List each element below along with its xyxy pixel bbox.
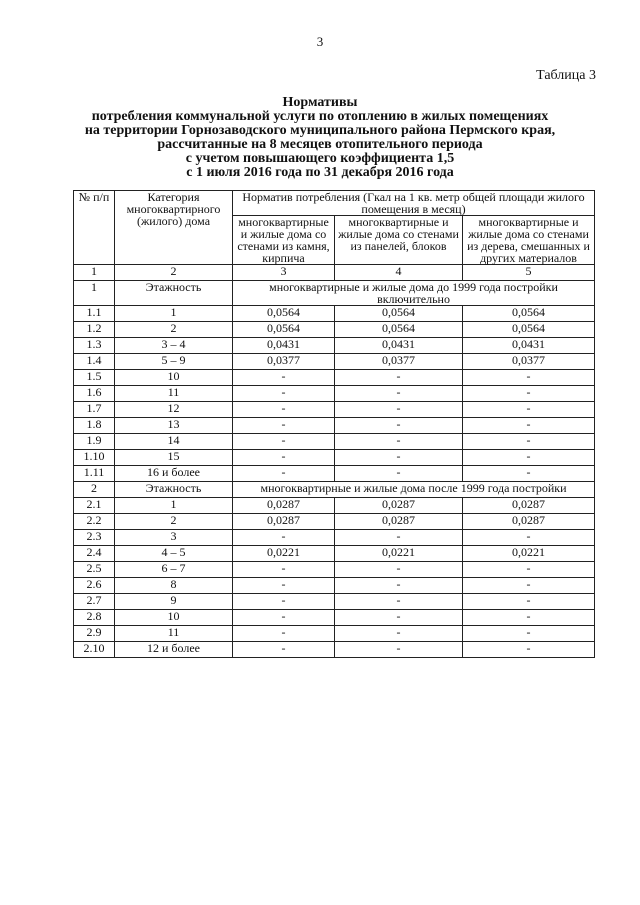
row-value-wood: -: [463, 450, 595, 466]
row-category: 3 – 4: [115, 338, 233, 354]
table-row: [74, 546, 595, 562]
column-number: 4: [335, 265, 463, 281]
row-value-panel: -: [335, 626, 463, 642]
row-category: 8: [115, 578, 233, 594]
row-category: 11: [115, 626, 233, 642]
row-category: 16 и более: [115, 466, 233, 482]
row-value-panel: -: [335, 562, 463, 578]
row-category: 15: [115, 450, 233, 466]
row-category: 13: [115, 418, 233, 434]
row-category: 6 – 7: [115, 562, 233, 578]
title-line: потребления коммунальной услуги по отоплению в жилых помещениях: [91, 109, 549, 124]
row-value-panel: -: [335, 370, 463, 386]
row-value-wood: 0,0564: [463, 322, 595, 338]
table-row: [74, 386, 595, 402]
row-no: 1.2: [74, 322, 115, 338]
row-category: 11: [115, 386, 233, 402]
section-no: 2: [74, 482, 115, 498]
table-row: [74, 562, 595, 578]
row-no: 2.8: [74, 610, 115, 626]
section-no: 1: [74, 281, 115, 306]
column-number: 2: [115, 265, 233, 281]
row-no: 2.10: [74, 642, 115, 658]
table-row: [74, 402, 595, 418]
row-category: 2: [115, 322, 233, 338]
table-row: [74, 450, 595, 466]
row-value-stone: 0,0287: [233, 498, 335, 514]
row-value-panel: -: [335, 642, 463, 658]
table-row: [74, 594, 595, 610]
header-category: Категория многоквартирного (жилого) дома: [115, 191, 233, 265]
title-line: на территории Горнозаводского муниципального района Пермского края,: [84, 123, 556, 138]
row-value-wood: -: [463, 466, 595, 482]
row-value-panel: -: [335, 450, 463, 466]
header-norm: Норматив потребления (Гкал на 1 кв. метр общей площади жилого помещения в месяц): [233, 191, 595, 216]
row-value-panel: -: [335, 402, 463, 418]
row-value-wood: -: [463, 578, 595, 594]
row-value-stone: -: [233, 418, 335, 434]
row-no: 2.7: [74, 594, 115, 610]
row-value-stone: 0,0377: [233, 354, 335, 370]
row-value-stone: -: [233, 594, 335, 610]
row-value-stone: 0,0221: [233, 546, 335, 562]
row-value-panel: 0,0564: [335, 322, 463, 338]
row-value-panel: 0,0287: [335, 514, 463, 530]
row-value-wood: -: [463, 610, 595, 626]
row-value-stone: -: [233, 402, 335, 418]
row-no: 2.2: [74, 514, 115, 530]
table-row: [74, 642, 595, 658]
header-col3: многоквартирные и жилые дома со стенами из камня, кирпича: [233, 216, 335, 265]
row-category: 14: [115, 434, 233, 450]
row-value-stone: -: [233, 642, 335, 658]
document-title: [60, 96, 580, 180]
row-no: 2.9: [74, 626, 115, 642]
row-value-stone: -: [233, 386, 335, 402]
section-category: Этажность: [115, 281, 233, 306]
row-value-panel: -: [335, 610, 463, 626]
row-category: 10: [115, 610, 233, 626]
row-value-wood: -: [463, 418, 595, 434]
row-no: 1.4: [74, 354, 115, 370]
header-no: № п/п: [74, 191, 115, 265]
table-row: [74, 306, 595, 322]
row-value-panel: -: [335, 530, 463, 546]
table-row: [74, 466, 595, 482]
title-line: рассчитанные на 8 месяцев отопительного периода: [157, 137, 483, 152]
table-row: [74, 322, 595, 338]
table-caption: Таблица 3: [536, 68, 596, 83]
row-category: 2: [115, 514, 233, 530]
title-line: с учетом повышающего коэффициента 1,5: [185, 151, 455, 166]
row-category: 9: [115, 594, 233, 610]
row-value-panel: 0,0431: [335, 338, 463, 354]
row-value-stone: -: [233, 370, 335, 386]
row-value-wood: -: [463, 562, 595, 578]
header-col4: многоквартирные и жилые дома со стенами из панелей, блоков: [335, 216, 463, 265]
row-value-wood: 0,0377: [463, 354, 595, 370]
row-value-stone: 0,0287: [233, 514, 335, 530]
row-value-stone: 0,0564: [233, 306, 335, 322]
row-value-wood: 0,0287: [463, 514, 595, 530]
table-row: [74, 354, 595, 370]
row-value-wood: -: [463, 370, 595, 386]
table-row: [74, 626, 595, 642]
row-value-stone: 0,0564: [233, 322, 335, 338]
row-no: 1.8: [74, 418, 115, 434]
row-no: 1.3: [74, 338, 115, 354]
row-value-wood: -: [463, 594, 595, 610]
row-no: 2.3: [74, 530, 115, 546]
row-value-wood: 0,0221: [463, 546, 595, 562]
row-no: 1.6: [74, 386, 115, 402]
row-category: 10: [115, 370, 233, 386]
row-value-stone: -: [233, 530, 335, 546]
row-value-stone: -: [233, 610, 335, 626]
row-no: 1.9: [74, 434, 115, 450]
row-value-stone: -: [233, 434, 335, 450]
table-row: [74, 434, 595, 450]
row-value-panel: -: [335, 466, 463, 482]
row-value-wood: 0,0287: [463, 498, 595, 514]
row-value-panel: -: [335, 594, 463, 610]
row-category: 4 – 5: [115, 546, 233, 562]
row-value-panel: 0,0377: [335, 354, 463, 370]
table-row: [74, 418, 595, 434]
row-value-panel: 0,0564: [335, 306, 463, 322]
table-row: [74, 514, 595, 530]
row-no: 2.4: [74, 546, 115, 562]
row-value-wood: -: [463, 530, 595, 546]
row-value-panel: -: [335, 418, 463, 434]
column-number: 5: [463, 265, 595, 281]
row-value-wood: -: [463, 434, 595, 450]
row-no: 1.7: [74, 402, 115, 418]
row-category: 12 и более: [115, 642, 233, 658]
section-description: многоквартирные и жилые дома до 1999 года постройки включительно: [233, 281, 595, 306]
table-row: [74, 370, 595, 386]
column-number: 1: [74, 265, 115, 281]
row-value-stone: -: [233, 466, 335, 482]
page-number: 3: [316, 34, 324, 49]
section-category: Этажность: [115, 482, 233, 498]
row-value-wood: 0,0431: [463, 338, 595, 354]
section-description: многоквартирные и жилые дома после 1999 года постройки: [233, 482, 595, 498]
header-col5: многоквартирные и жилые дома со стенами из дерева, смешанных и других материалов: [463, 216, 595, 265]
row-no: 1.5: [74, 370, 115, 386]
row-no: 2.1: [74, 498, 115, 514]
column-number: 3: [233, 265, 335, 281]
row-no: 1.1: [74, 306, 115, 322]
row-category: 12: [115, 402, 233, 418]
row-category: 1: [115, 498, 233, 514]
row-value-stone: -: [233, 450, 335, 466]
row-value-panel: -: [335, 434, 463, 450]
title-line: Нормативы: [282, 95, 358, 110]
row-value-wood: -: [463, 386, 595, 402]
row-value-panel: 0,0221: [335, 546, 463, 562]
column-numbers-row: [74, 265, 595, 281]
row-value-stone: -: [233, 562, 335, 578]
row-value-wood: 0,0564: [463, 306, 595, 322]
row-value-wood: -: [463, 402, 595, 418]
norms-table: [73, 190, 595, 658]
row-value-stone: 0,0431: [233, 338, 335, 354]
row-category: 3: [115, 530, 233, 546]
row-no: 1.10: [74, 450, 115, 466]
row-value-wood: -: [463, 642, 595, 658]
row-value-stone: -: [233, 626, 335, 642]
row-value-wood: -: [463, 626, 595, 642]
row-value-panel: -: [335, 578, 463, 594]
row-category: 1: [115, 306, 233, 322]
row-value-stone: -: [233, 578, 335, 594]
table-row: [74, 578, 595, 594]
row-no: 2.6: [74, 578, 115, 594]
row-no: 2.5: [74, 562, 115, 578]
table-row: [74, 610, 595, 626]
row-no: 1.11: [74, 466, 115, 482]
table-row: [74, 338, 595, 354]
section-row: [74, 482, 595, 498]
title-line: с 1 июля 2016 года по 31 декабря 2016 года: [186, 165, 454, 180]
table-row: [74, 530, 595, 546]
table-header-row: [74, 191, 595, 216]
row-value-panel: -: [335, 386, 463, 402]
section-row: [74, 281, 595, 306]
table-row: [74, 498, 595, 514]
row-category: 5 – 9: [115, 354, 233, 370]
row-value-panel: 0,0287: [335, 498, 463, 514]
